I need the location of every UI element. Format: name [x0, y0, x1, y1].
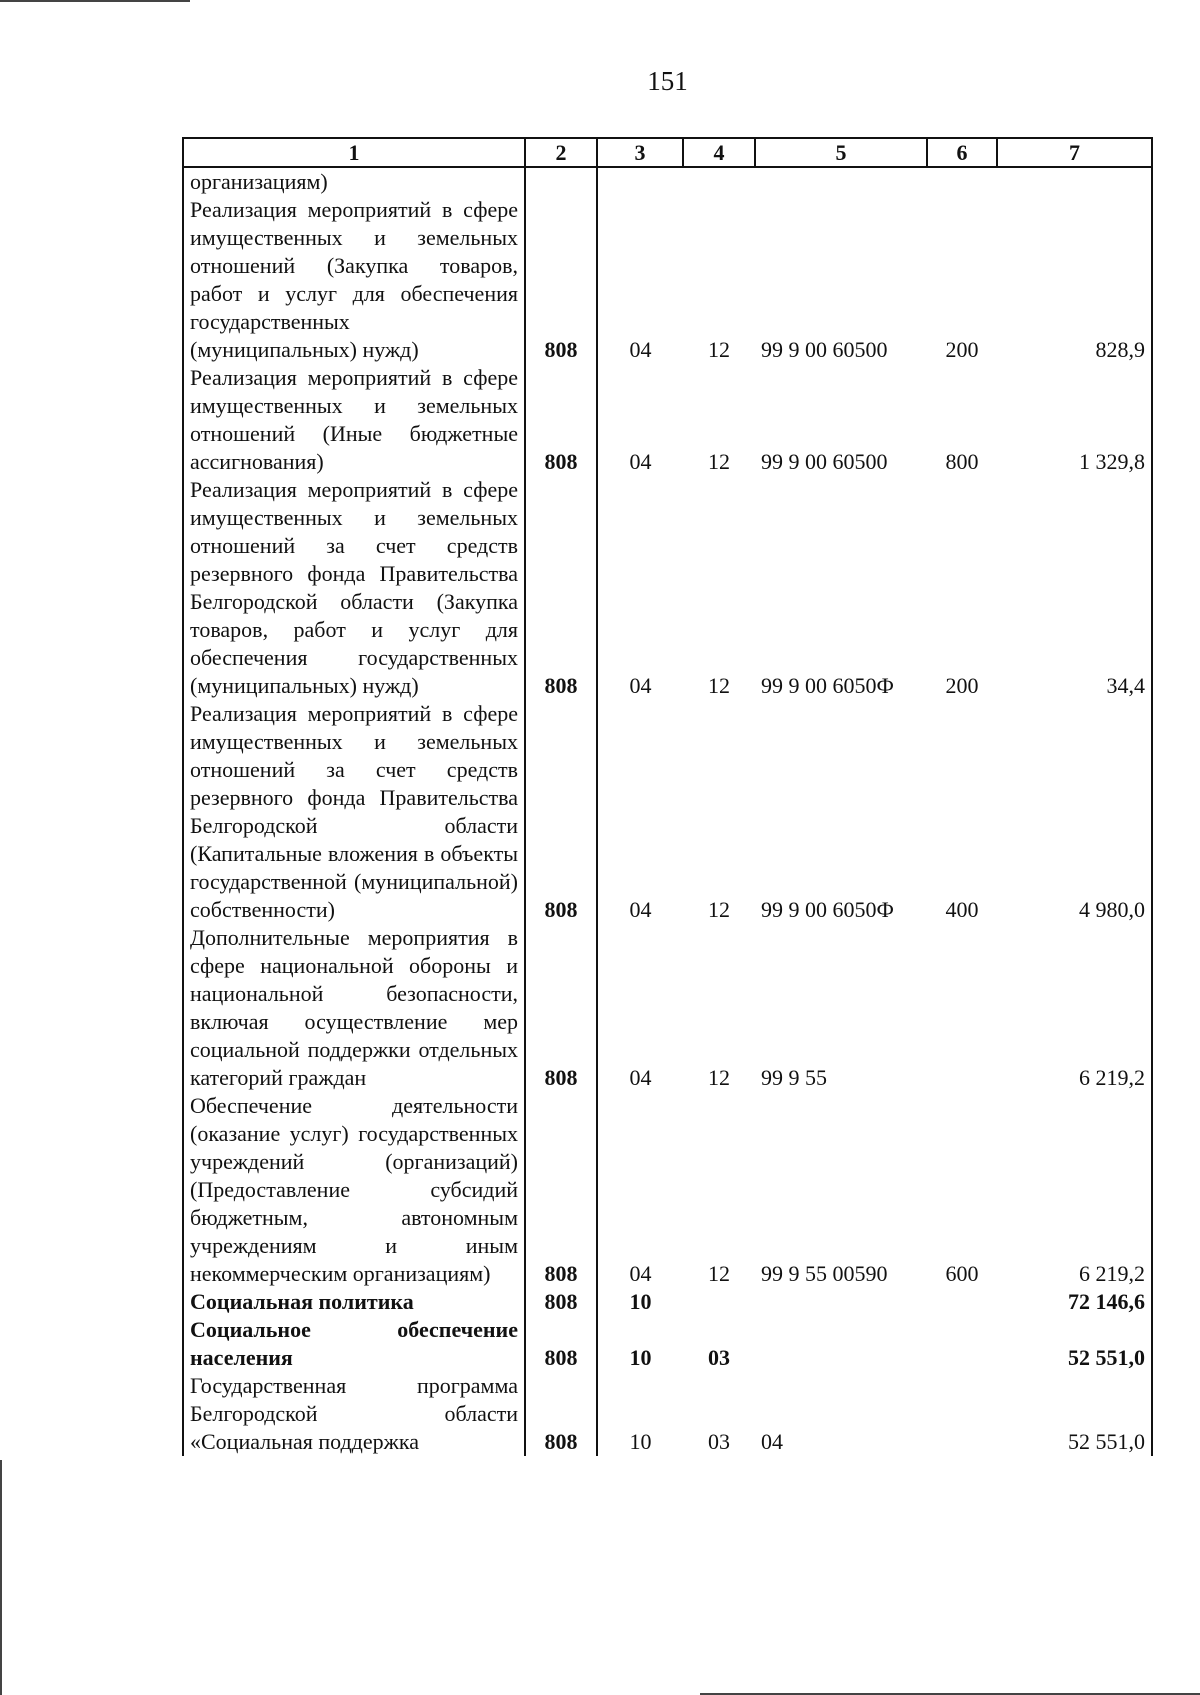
row-amount: 72 146,6	[997, 1288, 1152, 1316]
row-target: 99 9 55 00590	[761, 1261, 888, 1286]
row-expense-type	[927, 1372, 997, 1456]
row-code	[525, 167, 597, 196]
row-amount: 828,9	[997, 196, 1152, 364]
row-amount: 6 219,2	[997, 1092, 1152, 1288]
row-description: Социальная политика	[183, 1288, 525, 1316]
table-header-row	[183, 138, 1152, 167]
column-header-5: 5	[755, 138, 927, 167]
row-subsection: 12	[708, 1261, 730, 1286]
row-target	[755, 1288, 927, 1316]
row-subsection: 12	[708, 673, 730, 698]
row-description: Дополнительные мероприятия в сфере национальной обороны и национальной безопасности, включая осуществление мер социальной поддержки отдельных категорий граждан	[183, 924, 525, 1092]
row-target: 99 9 55	[761, 1065, 827, 1090]
row-section: 04	[629, 1261, 652, 1286]
row-description: Обеспечение деятельности (оказание услуг) государственных учреждений (организаций) (Предоставление субсидий бюджетным, автономным учреждениям и иным некоммерческим организациям)	[183, 1092, 525, 1288]
row-description: Реализация мероприятий в сфере имущественных и земельных отношений за счет средств резервного фонда Правительства Белгородской области (Капитальные вложения в объекты государственной (муниципальной) собственности)	[183, 700, 525, 924]
column-header-3: 3	[597, 138, 683, 167]
row-description: организациям)	[183, 167, 525, 196]
row-section: 04	[629, 449, 652, 474]
row-section: 10	[629, 1345, 652, 1370]
table-row	[183, 1372, 1152, 1456]
row-expense-type	[927, 1288, 997, 1316]
column-header-2: 2	[525, 138, 597, 167]
row-amount: 1 329,8	[997, 364, 1152, 476]
row-expense-type	[927, 924, 997, 1092]
table-row	[183, 924, 1152, 1092]
row-section: 04	[629, 337, 652, 362]
row-expense-type	[927, 1316, 997, 1372]
column-header-4: 4	[683, 138, 755, 167]
row-section: 10	[629, 1429, 652, 1454]
scan-edge-left	[0, 1460, 2, 1695]
row-code: 808	[525, 1288, 597, 1316]
row-section: 04	[629, 1065, 652, 1090]
row-target: 04	[761, 1429, 783, 1454]
row-section: 10	[629, 1289, 652, 1314]
row-subsection: 12	[708, 897, 730, 922]
row-amount: 6 219,2	[997, 924, 1152, 1092]
row-expense-type: 800	[945, 449, 979, 474]
row-target	[755, 1316, 927, 1372]
table-row-bold	[183, 1288, 1152, 1316]
row-code: 808	[525, 196, 597, 364]
row-code: 808	[525, 364, 597, 476]
row-subsection	[683, 1288, 755, 1316]
row-code: 808	[525, 924, 597, 1092]
scan-edge-top	[0, 0, 190, 2]
page-number: 151	[647, 66, 688, 96]
row-subsection	[683, 167, 755, 196]
row-target	[755, 167, 927, 196]
row-description: Реализация мероприятий в сфере имущественных и земельных отношений за счет средств резервного фонда Правительства Белгородской области (Закупка товаров, работ и услуг для обеспечения государственных (муниципальных) нужд)	[183, 476, 525, 700]
row-section	[597, 167, 683, 196]
row-amount	[997, 167, 1152, 196]
row-expense-type: 200	[945, 673, 979, 698]
row-description: Реализация мероприятий в сфере имущественных и земельных отношений (Иные бюджетные ассигнования)	[183, 364, 525, 476]
row-target: 99 9 00 60500	[761, 449, 888, 474]
row-expense-type: 200	[945, 337, 979, 362]
row-code: 808	[525, 1316, 597, 1372]
table-row	[183, 700, 1152, 924]
row-amount: 52 551,0	[997, 1372, 1152, 1456]
row-expense-type	[927, 167, 997, 196]
row-expense-type: 600	[945, 1261, 979, 1286]
row-target: 99 9 00 6050Ф	[761, 673, 894, 698]
row-subsection: 12	[708, 449, 730, 474]
row-section: 04	[629, 673, 652, 698]
row-description: Социальное обеспечение населения	[183, 1316, 525, 1372]
row-target: 99 9 00 6050Ф	[761, 897, 894, 922]
table-row	[183, 476, 1152, 700]
row-subsection: 03	[708, 1345, 730, 1370]
row-description: Государственная программа Белгородской области «Социальная поддержка	[183, 1372, 525, 1456]
column-header-1: 1	[183, 138, 525, 167]
row-subsection: 12	[708, 337, 730, 362]
row-code: 808	[525, 1092, 597, 1288]
row-code: 808	[525, 1372, 597, 1456]
table-row	[183, 1092, 1152, 1288]
row-description: Реализация мероприятий в сфере имущественных и земельных отношений (Закупка товаров, работ и услуг для обеспечения государственных (муниципальных) нужд)	[183, 196, 525, 364]
row-expense-type: 400	[945, 897, 979, 922]
row-target: 99 9 00 60500	[761, 337, 888, 362]
row-amount: 34,4	[997, 476, 1152, 700]
column-header-7: 7	[997, 138, 1152, 167]
row-amount: 4 980,0	[997, 700, 1152, 924]
column-header-6: 6	[927, 138, 997, 167]
budget-table	[182, 137, 1153, 1456]
row-code: 808	[525, 700, 597, 924]
row-section: 04	[629, 897, 652, 922]
row-code: 808	[525, 476, 597, 700]
row-subsection: 03	[708, 1429, 730, 1454]
row-subsection: 12	[708, 1065, 730, 1090]
table-row-bold	[183, 1316, 1152, 1372]
row-amount: 52 551,0	[997, 1316, 1152, 1372]
table-row	[183, 167, 1152, 196]
table-row	[183, 196, 1152, 364]
table-row	[183, 364, 1152, 476]
